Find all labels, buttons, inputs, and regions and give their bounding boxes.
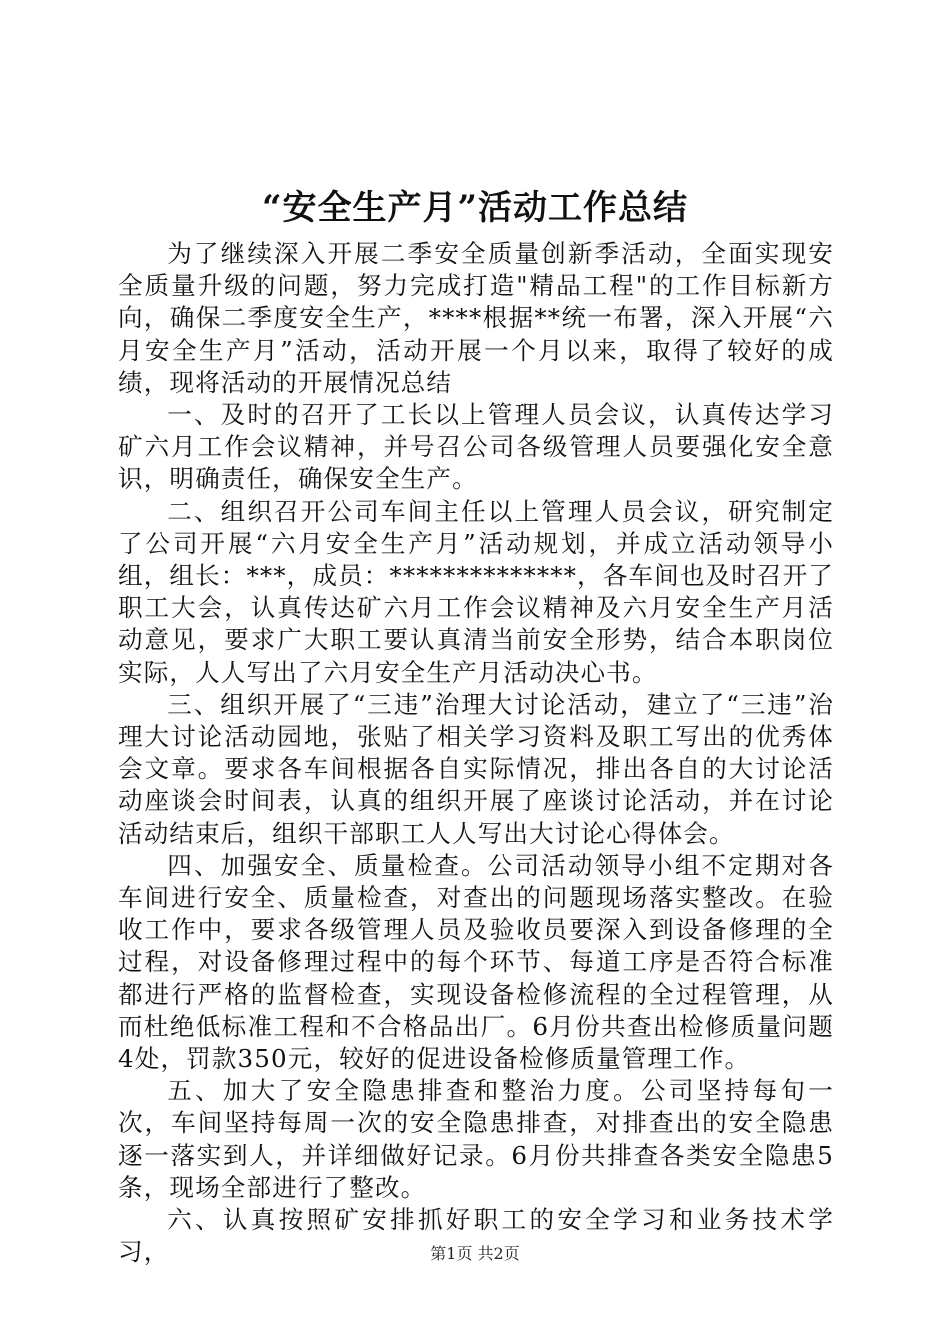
paragraph-section-5: 五、加大了安全隐患排查和整治力度。公司坚持每旬一次，车间坚持每周一次的安全隐患排查，对排查出的安全隐患逐一落实到人，并详细做好记录。6月份共排查各类安全隐患5条，现场全部进行了整改。 — [118, 1076, 834, 1202]
paragraph-section-6: 六、认真按照矿安排抓好职工的安全学习和业务技术学习， — [118, 1205, 834, 1267]
document-title: “安全生产月”活动工作总结 — [261, 188, 689, 228]
paragraph-section-3: 三、组织开展了“三违”治理大讨论活动，建立了“三违”治理大讨论活动园地，张贴了相关学习资料及职工写出的优秀体会文章。要求各车间根据各自实际情况，排出各自的大讨论活动座谈会时间表，认真的组织开展了座谈讨论活动，并在讨论活动结束后，组织干部职工人人写出大讨论心得体会。 — [118, 689, 834, 848]
document-body — [118, 238, 834, 1269]
paragraph-intro: 为了继续深入开展二季安全质量创新季活动，全面实现安全质量升级的问题，努力完成打造"精品工程"的工作目标新方向，确保二季度安全生产，****根据**统一布署，深入开展“六月安全生产月”活动，活动开展一个月以来，取得了较好的成绩，现将活动的开展情况总结 — [118, 239, 834, 397]
paragraph-section-4: 四、加强安全、质量检查。公司活动领导小组不定期对各车间进行安全、质量检查，对查出的问题现场落实整改。在验收工作中，要求各级管理人员及验收员要深入到设备修理的全过程，对设备修理过程中的每个环节、每道工序是否符合标准都进行严格的监督检查，实现设备检修流程的全过程管理，从而杜绝低标准工程和不合格品出厂。6月份共查出检修质量问题4处，罚款350元，较好的促进设备检修质量管理工作。 — [118, 850, 834, 1074]
paragraph-section-2: 二、组织召开公司车间主任以上管理人员会议，研究制定了公司开展“六月安全生产月”活动规划，并成立活动领导小组，组长：***，成员：**************，各车间也及时召开了职工大会，认真传达矿六月工作会议精神及六月安全生产月活动意见，要求广大职工要认真清当前安全形势，结合本职岗位实际，人人写出了六月安全生产月活动决心书。 — [118, 496, 834, 687]
paragraph-section-1: 一、及时的召开了工长以上管理人员会议，认真传达学习矿六月工作会议精神，并号召公司各级管理人员要强化安全意识，明确责任，确保安全生产。 — [118, 400, 834, 494]
page-number-footer: 第1页 共2页 — [430, 1244, 520, 1263]
